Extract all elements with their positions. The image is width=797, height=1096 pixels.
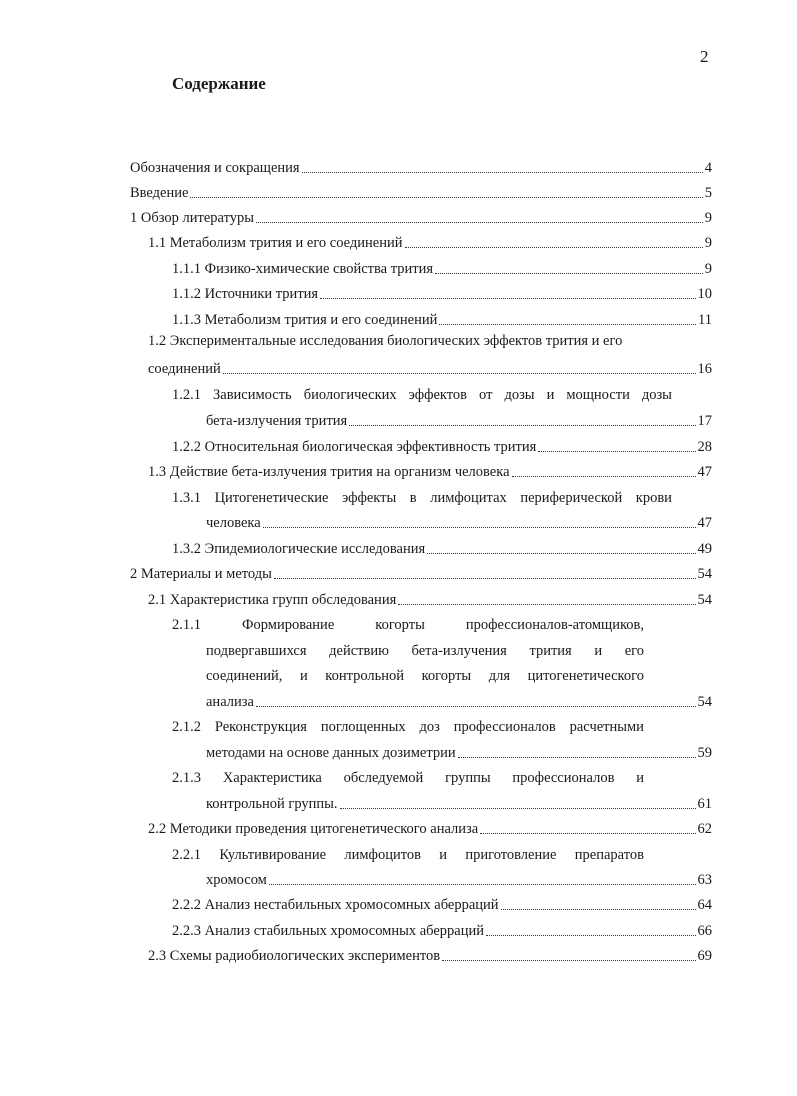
toc-entry-label: бета-излучения трития	[206, 413, 348, 429]
toc-entry[interactable]	[130, 155, 712, 177]
toc-entry-page: 62	[697, 821, 712, 837]
toc-entry[interactable]	[148, 459, 712, 481]
toc-entry[interactable]	[172, 536, 712, 558]
toc-entry-page: 9	[704, 235, 712, 251]
toc-entry-page: 5	[704, 185, 712, 201]
word: когорты	[375, 617, 425, 633]
word: Формирование	[242, 617, 335, 633]
word: дозы	[641, 387, 672, 403]
toc-entry-page: 4	[704, 160, 712, 176]
toc-entry[interactable]	[130, 561, 712, 583]
word: когорты	[421, 668, 472, 684]
toc-entry-label: 2.3 Схемы радиобиологических экспериментов	[148, 948, 441, 964]
toc-entry-page: 54	[697, 566, 712, 582]
toc-entry-page: 64	[697, 897, 712, 913]
dot-leader	[486, 934, 695, 936]
toc-entry[interactable]	[206, 510, 712, 532]
word: эффектов	[408, 387, 468, 403]
toc-entry-label: 2 Материалы и методы	[130, 566, 272, 582]
word: контрольной	[325, 668, 405, 684]
word: для	[488, 668, 511, 684]
toc-entry-page: 10	[697, 286, 712, 302]
toc-entry-page: 69	[697, 948, 712, 964]
dot-leader	[349, 424, 695, 426]
word: соединений,	[206, 668, 283, 684]
dot-leader	[263, 526, 696, 528]
toc-entry-label: 2.1 Характеристика групп обследования	[148, 592, 397, 608]
word: 2.1.1	[172, 617, 201, 633]
dot-leader	[269, 883, 696, 885]
toc-entry-page: 66	[697, 923, 712, 939]
word: профессионалов	[512, 770, 615, 786]
toc-entry-label: 1.2.2 Относительная биологическая эффективность трития	[172, 439, 537, 455]
word: подвергавшихся	[206, 643, 307, 659]
dot-leader	[340, 807, 696, 809]
toc-entry-page: 16	[697, 361, 712, 377]
toc-entry-label: анализа	[206, 694, 254, 710]
toc-entry-label: Обозначения и сокращения	[130, 160, 300, 176]
toc-entry[interactable]	[206, 689, 712, 711]
dot-leader	[405, 246, 703, 248]
toc-entry-line[interactable]	[172, 612, 644, 634]
word: расчетными	[569, 719, 644, 735]
word: 1.3.1	[172, 490, 201, 506]
toc-entry[interactable]	[172, 918, 712, 940]
toc-entry-label: хромосом	[206, 872, 267, 888]
word: Зависимость	[213, 387, 292, 403]
dot-leader	[439, 323, 696, 325]
toc-entry[interactable]	[172, 256, 712, 278]
word: и	[546, 387, 555, 403]
toc-entry-label: соединений	[148, 361, 221, 377]
word: лимфоцитов	[344, 847, 421, 863]
toc-entry-label: 1.3.2 Эпидемиологические исследования	[172, 541, 426, 557]
dot-leader	[274, 577, 696, 579]
dot-leader	[458, 756, 696, 758]
toc-entry[interactable]	[206, 740, 712, 762]
word: приготовление	[465, 847, 557, 863]
word: мощности	[566, 387, 630, 403]
toc-entry[interactable]	[172, 434, 712, 456]
word: его	[624, 643, 644, 659]
toc-entry[interactable]	[148, 230, 712, 252]
toc-entry-line[interactable]	[172, 714, 644, 736]
toc-entry-page: 9	[704, 261, 712, 277]
word: дозы	[504, 387, 535, 403]
word: Культивирование	[219, 847, 327, 863]
toc-entry[interactable]	[206, 408, 712, 430]
dot-leader	[480, 832, 695, 834]
word: профессионалов	[453, 719, 556, 735]
dot-leader	[435, 272, 703, 274]
word: 2.1.3	[172, 770, 201, 786]
toc-entry-line[interactable]	[172, 382, 672, 404]
toc-entry-page: 11	[698, 312, 712, 328]
toc-entry[interactable]	[206, 867, 712, 889]
toc-entry-line[interactable]	[172, 842, 644, 864]
word: бета-излучения	[411, 643, 507, 659]
toc-entry[interactable]	[148, 356, 712, 378]
word: от	[479, 387, 493, 403]
toc-entry[interactable]	[148, 943, 712, 965]
toc-entry-label: 1.1 Метаболизм трития и его соединений	[148, 235, 403, 251]
dot-leader	[256, 705, 696, 707]
word: поглощенных	[320, 719, 406, 735]
toc-entry-label: человека	[206, 515, 261, 531]
dot-leader	[501, 908, 696, 910]
toc-entry[interactable]	[206, 791, 712, 813]
toc-entry-label: 2.2 Методики проведения цитогенетического анализа	[148, 821, 479, 837]
toc-entry-page: 61	[697, 796, 712, 812]
toc-entry-line[interactable]	[206, 638, 644, 660]
toc-entry-label: 1.1.3 Метаболизм трития и его соединений	[172, 312, 438, 328]
word: 1.2.1	[172, 387, 201, 403]
dot-leader	[427, 552, 695, 554]
word: периферической	[520, 490, 623, 506]
word: в	[409, 490, 417, 506]
word: и	[299, 668, 308, 684]
toc-entry[interactable]	[130, 205, 712, 227]
word: профессионалов-атомщиков,	[465, 617, 644, 633]
word: и	[594, 643, 603, 659]
word: Цитогенетические	[214, 490, 329, 506]
word: действию	[329, 643, 389, 659]
word: доз	[419, 719, 440, 735]
word: 2.2.1	[172, 847, 201, 863]
toc-entry-page: 63	[697, 872, 712, 888]
word: препаратов	[574, 847, 644, 863]
page-number: 2	[700, 47, 709, 66]
toc-entry-label: контрольной группы.	[206, 796, 338, 812]
dot-leader	[223, 372, 696, 374]
dot-leader	[398, 603, 695, 605]
word: эффекты	[342, 490, 397, 506]
word: лимфоцитах	[430, 490, 507, 506]
toc-entry-label: Введение	[130, 185, 189, 201]
toc-entry-label: 1.3 Действие бета-излучения трития на организм человека	[148, 464, 510, 480]
toc-entry-page: 47	[697, 464, 712, 480]
word: и	[636, 770, 644, 786]
toc-entry[interactable]	[172, 892, 712, 914]
word: 2.1.2	[172, 719, 201, 735]
toc-entry-line[interactable]	[172, 765, 644, 787]
toc-entry-page: 54	[697, 694, 712, 710]
toc-entry-page: 49	[697, 541, 712, 557]
word: и	[439, 847, 448, 863]
word: группы	[445, 770, 491, 786]
word: цитогенетического	[527, 668, 644, 684]
page-title: Содержание	[172, 74, 266, 93]
toc-entry-page: 54	[697, 592, 712, 608]
toc-entry-line[interactable]	[206, 663, 644, 685]
dot-leader	[302, 171, 703, 173]
toc-entry-page: 59	[697, 745, 712, 761]
toc-entry-page: 9	[704, 210, 712, 226]
toc-entry-label: 2.2.3 Анализ стабильных хромосомных аберраций	[172, 923, 485, 939]
toc-entry-label: 1.1.2 Источники трития	[172, 286, 319, 302]
word: крови	[635, 490, 672, 506]
word: обследуемой	[343, 770, 424, 786]
dot-leader	[512, 475, 696, 477]
toc-entry-page: 17	[697, 413, 712, 429]
word: Характеристика	[222, 770, 322, 786]
toc-entry[interactable]	[148, 816, 712, 838]
toc-entry-label: 1 Обзор литературы	[130, 210, 254, 226]
dot-leader	[320, 297, 695, 299]
toc-entry-label: методами на основе данных дозиметрии	[206, 745, 456, 761]
toc-entry-label: 2.2.2 Анализ нестабильных хромосомных аберраций	[172, 897, 499, 913]
toc-entry-page: 28	[697, 439, 712, 455]
word: трития	[529, 643, 572, 659]
toc-entry-page: 47	[697, 515, 712, 531]
word: Реконструкция	[214, 719, 307, 735]
dot-leader	[190, 196, 702, 198]
word: биологических	[303, 387, 397, 403]
toc-entry-line[interactable]: 1.2 Экспериментальные исследования биологических эффектов трития и его	[148, 333, 623, 349]
toc-entry[interactable]	[172, 281, 712, 303]
dot-leader	[442, 959, 695, 961]
dot-leader	[256, 221, 703, 223]
toc-entry[interactable]	[148, 587, 712, 609]
toc-entry[interactable]	[130, 180, 712, 202]
toc-entry-label: 1.1.1 Физико-химические свойства трития	[172, 261, 434, 277]
toc-entry[interactable]	[172, 307, 712, 329]
toc-entry-line[interactable]	[172, 485, 672, 507]
dot-leader	[538, 450, 695, 452]
